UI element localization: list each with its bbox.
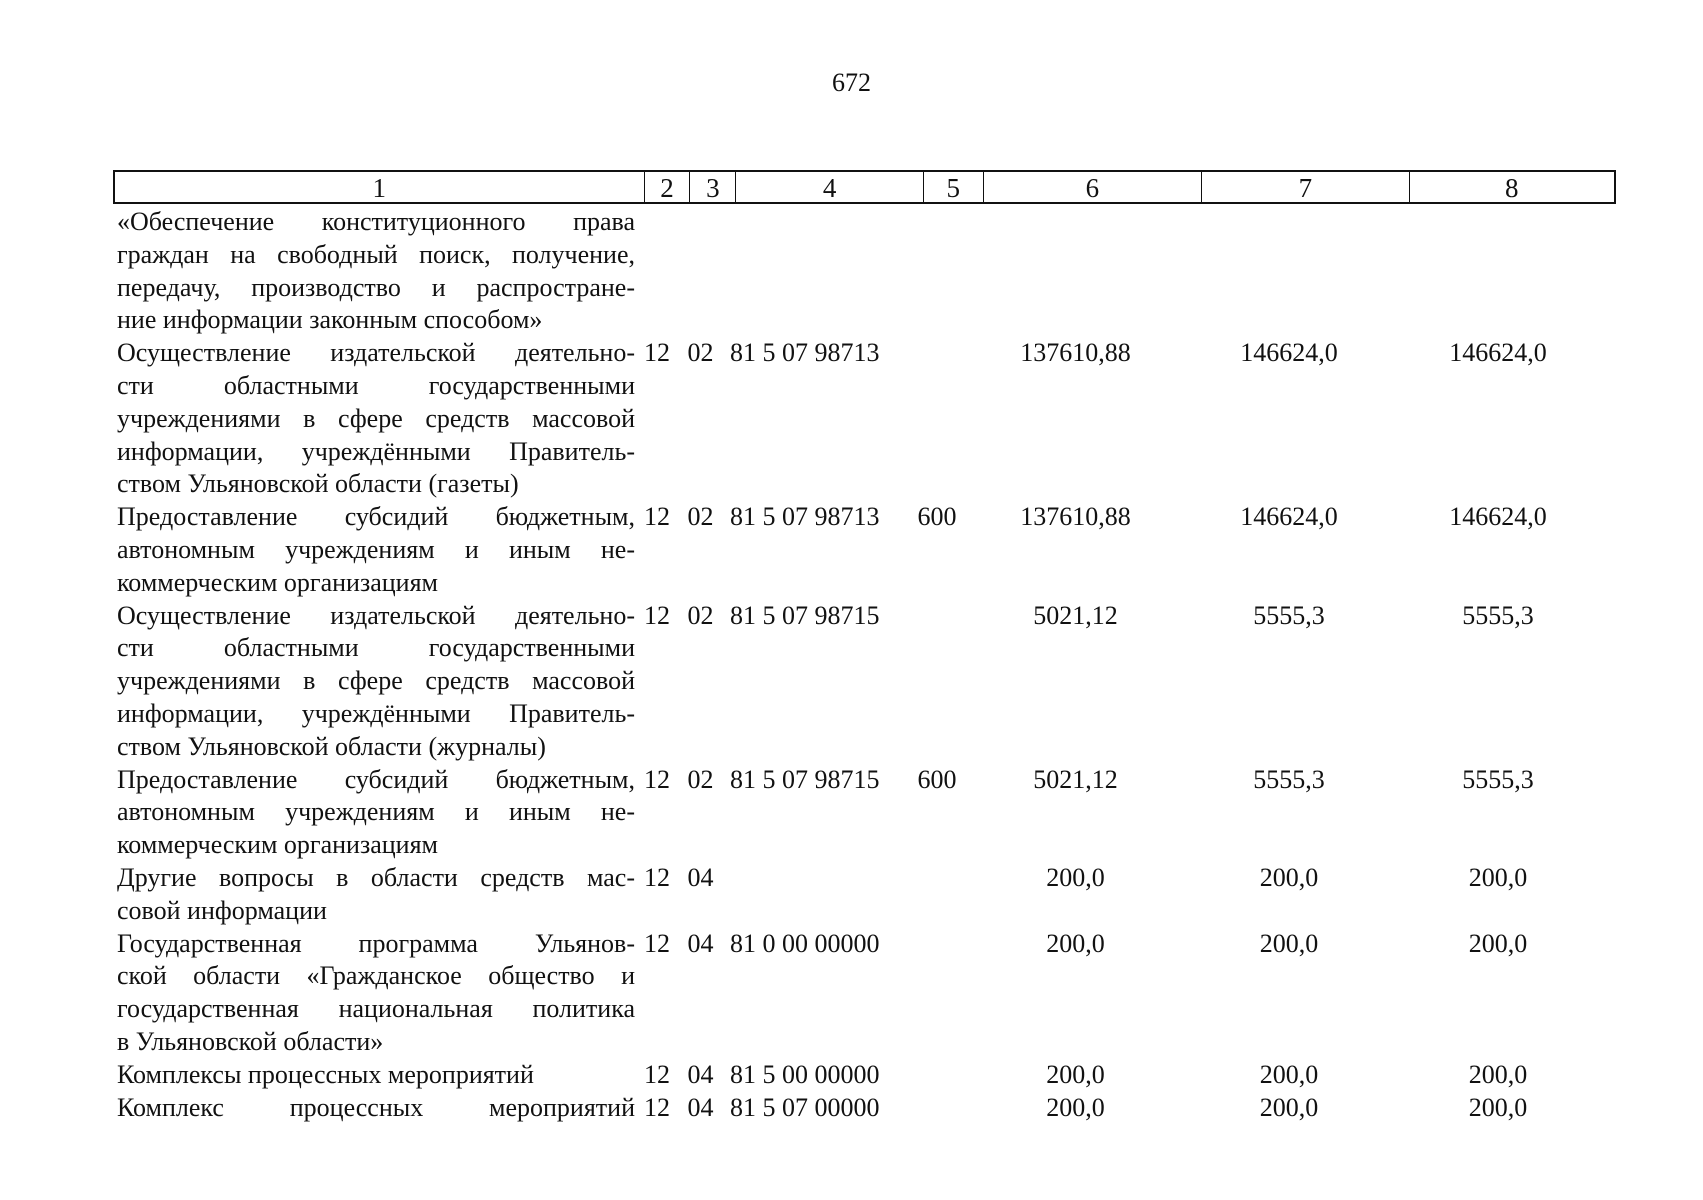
- row-name-line: сти областными государственными: [117, 633, 635, 663]
- row-amount-col7: 200,0: [1259, 862, 1319, 892]
- header-col-8: 8: [1505, 173, 1519, 203]
- row-section: 12: [644, 338, 670, 368]
- row-section: 12: [644, 1059, 670, 1089]
- row-target-code: 81 5 07 00000: [730, 1092, 880, 1122]
- row-amount-col6: 200,0: [1046, 862, 1105, 892]
- row-name: [113, 337, 635, 501]
- table-row: [113, 501, 1616, 599]
- row-amount-col6: 137610,88: [1020, 502, 1131, 532]
- row-amount-col6: 200,0: [1046, 1092, 1105, 1122]
- table-row: [113, 600, 1616, 764]
- row-name-line: ством Ульяновской области (журналы): [117, 731, 546, 761]
- row-name-line: учреждениями в сфере средств массовой: [117, 403, 635, 433]
- row-name-line: Комплекс процессных мероприятий: [117, 1092, 635, 1122]
- table-row: [113, 206, 1616, 337]
- row-name-line: Предоставление субсидий бюджетным,: [117, 764, 635, 794]
- row-amount-col6: 5021,12: [1033, 764, 1118, 794]
- row-amount-col8: 200,0: [1468, 862, 1528, 892]
- row-name-line: учреждениями в сфере средств массовой: [117, 666, 635, 696]
- table-row: [113, 862, 1616, 928]
- row-target-code: 81 5 07 98715: [730, 764, 880, 794]
- row-target-code: 81 5 07 98713: [730, 338, 880, 368]
- header-col-7: 7: [1202, 172, 1409, 202]
- row-name-line: автономным учреждениям и иным не-: [117, 797, 635, 827]
- row-name-line: граждан на свободный поиск, получение,: [117, 239, 635, 269]
- table-body: [113, 206, 1616, 1124]
- row-subsection: 04: [687, 862, 714, 892]
- row-name: [113, 764, 635, 862]
- header-col-6: 6: [984, 172, 1202, 202]
- header-col-5: 5: [924, 172, 984, 202]
- row-subsection: 04: [687, 1092, 714, 1122]
- row-name-line: Предоставление субсидий бюджетным,: [117, 502, 635, 532]
- row-section: 12: [644, 928, 670, 958]
- page-number: 672: [832, 68, 871, 97]
- row-amount-col6: 200,0: [1046, 1059, 1105, 1089]
- row-name: [113, 600, 635, 764]
- row-name-line: сти областными государственными: [117, 370, 635, 400]
- table-row: [113, 337, 1616, 501]
- row-amount-col8: 200,0: [1468, 928, 1528, 958]
- table-row: [113, 928, 1616, 1059]
- row-name-line: «Обеспечение конституционного права: [117, 207, 635, 236]
- row-subsection: 02: [687, 764, 714, 794]
- row-subsection: 02: [687, 600, 714, 630]
- row-name-line: государственная национальная политика: [117, 994, 635, 1024]
- row-amount-col7: 146624,0: [1240, 338, 1338, 368]
- row-amount-col8: 146624,0: [1449, 502, 1547, 532]
- row-amount-col6: 5021,12: [1033, 600, 1118, 630]
- row-name-line: ством Ульяновской области (газеты): [117, 469, 519, 499]
- row-subsection: 04: [687, 1059, 714, 1089]
- row-name: [113, 928, 635, 1059]
- row-name-line: коммерческим организациям: [117, 567, 439, 597]
- row-section: 12: [644, 862, 670, 892]
- row-name-line: Государственная программа Ульянов-: [117, 928, 635, 958]
- row-section: 12: [644, 1092, 670, 1122]
- row-target-code: 81 5 07 98715: [730, 600, 880, 630]
- header-col-4: 4: [736, 172, 924, 202]
- row-amount-col8: 146624,0: [1449, 338, 1547, 368]
- table-header: [113, 170, 1616, 204]
- row-name-line: в Ульяновской области»: [117, 1026, 384, 1056]
- table-row: [113, 1092, 1616, 1125]
- row-name-line: ской области «Гражданское общество и: [117, 961, 635, 991]
- row-name-line: совой информации: [117, 895, 327, 925]
- row-name: [113, 206, 635, 337]
- row-name: [113, 1059, 635, 1092]
- row-name: [113, 1092, 635, 1125]
- row-amount-col7: 200,0: [1259, 1059, 1319, 1089]
- header-col-2: 2: [645, 172, 691, 202]
- row-target-code: 81 5 00 00000: [730, 1059, 880, 1089]
- row-amount-col6: 137610,88: [1020, 338, 1131, 368]
- row-section: 12: [644, 502, 670, 532]
- row-name: [113, 501, 635, 599]
- row-name-line: информации, учреждёнными Правитель-: [117, 698, 635, 728]
- header-col-3: 3: [690, 172, 736, 202]
- row-subsection: 02: [687, 502, 714, 532]
- row-amount-col7: 146624,0: [1240, 502, 1338, 532]
- row-section: 12: [644, 764, 670, 794]
- row-amount-col8: 5555,3: [1462, 764, 1534, 794]
- row-name-line: Осуществление издательской деятельно-: [117, 600, 635, 630]
- row-name-line: Комплексы процессных мероприятий: [117, 1059, 534, 1089]
- row-amount-col8: 5555,3: [1462, 600, 1534, 630]
- row-name-line: ние информации законным способом»: [117, 305, 543, 335]
- row-amount-col7: 5555,3: [1253, 600, 1325, 630]
- row-name-line: коммерческим организациям: [117, 830, 439, 860]
- row-amount-col6: 200,0: [1046, 928, 1105, 958]
- row-expense-type: 600: [917, 764, 957, 794]
- row-target-code: 81 5 07 98713: [730, 502, 880, 532]
- row-amount-col7: 5555,3: [1253, 764, 1325, 794]
- row-amount-col7: 200,0: [1259, 1092, 1319, 1122]
- table-row: [113, 764, 1616, 862]
- row-name-line: информации, учреждёнными Правитель-: [117, 436, 635, 466]
- row-name-line: Другие вопросы в области средств мас-: [117, 862, 635, 892]
- row-subsection: 04: [687, 928, 714, 958]
- row-subsection: 02: [687, 338, 714, 368]
- header-col-1: 1: [115, 172, 645, 202]
- row-target-code: 81 0 00 00000: [730, 928, 880, 958]
- row-amount-col7: 200,0: [1259, 928, 1319, 958]
- row-name-line: автономным учреждениям и иным не-: [117, 534, 635, 564]
- row-section: 12: [644, 600, 670, 630]
- row-name: [113, 862, 635, 928]
- row-name-line: Осуществление издательской деятельно-: [117, 338, 635, 368]
- table-row: [113, 1059, 1616, 1092]
- row-amount-col8: 200,0: [1468, 1092, 1528, 1122]
- row-name-line: передачу, производство и распростране-: [117, 272, 635, 302]
- row-amount-col8: 200,0: [1468, 1059, 1528, 1089]
- row-expense-type: 600: [917, 502, 957, 532]
